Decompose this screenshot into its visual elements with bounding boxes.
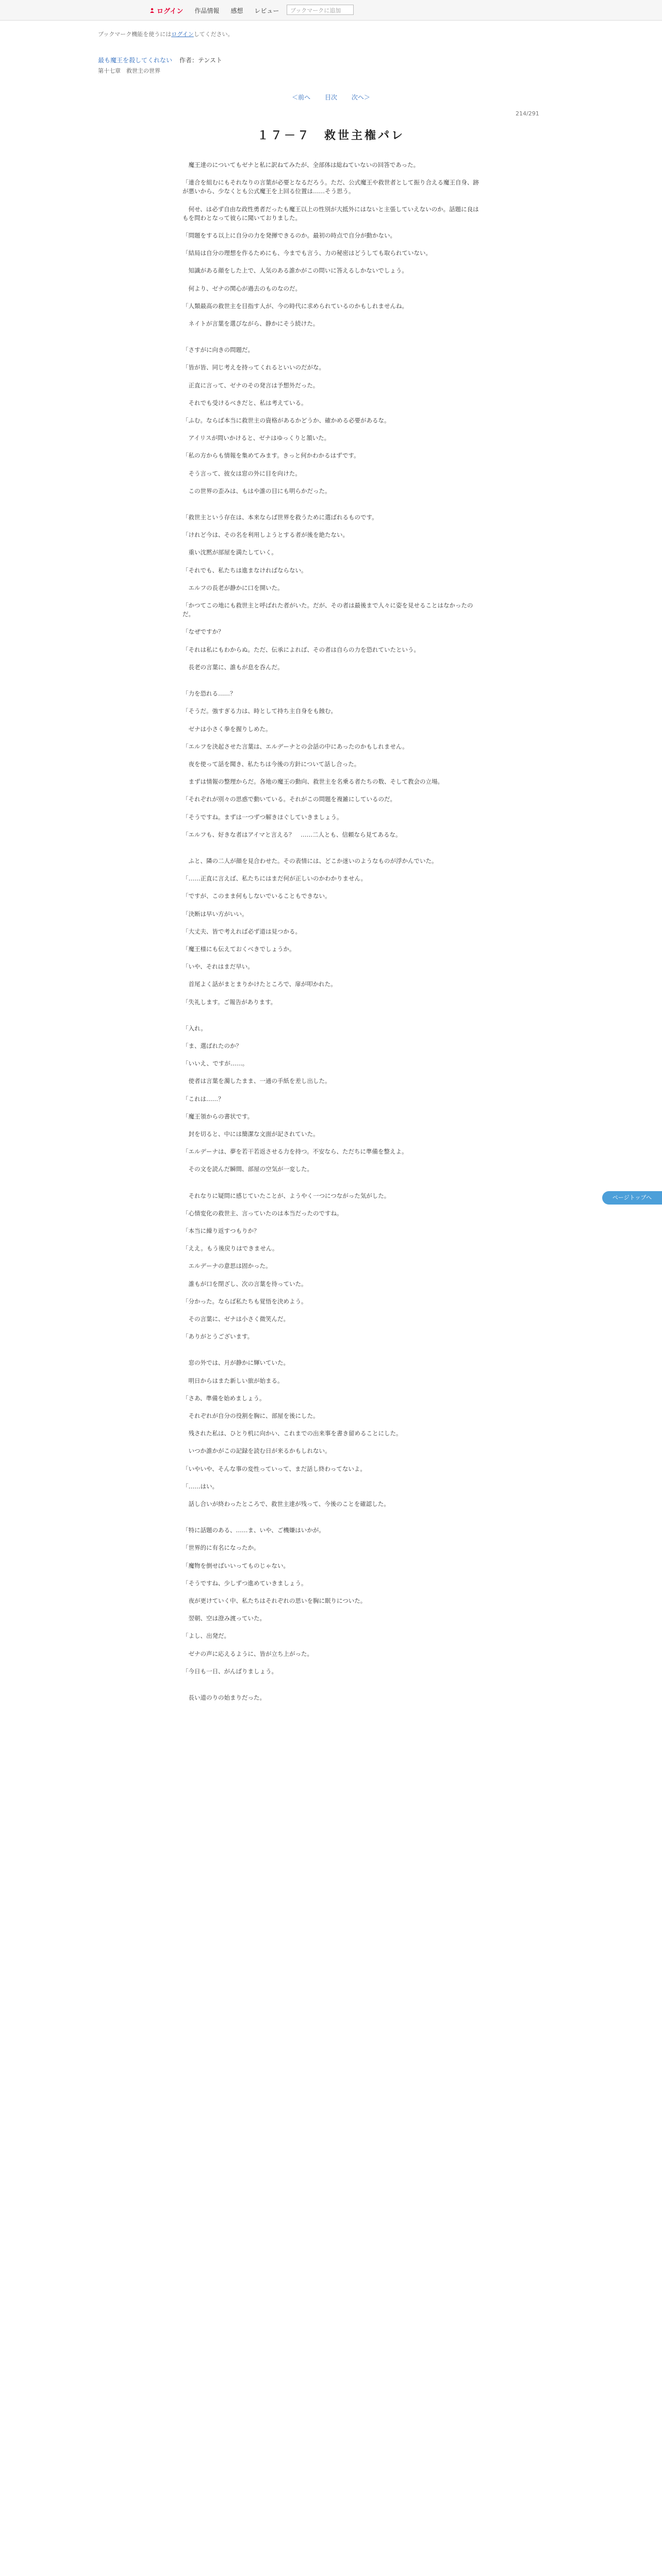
login-notice: ブックマーク機能を使うにはログインしてください。 <box>98 31 234 38</box>
paragraph: 「救世主という存在は、本来ならば世界を救うために選ばれるものです。 <box>183 514 378 521</box>
paragraph: 「そうですね。まずは一つずつ解きほぐしていきましょう。 <box>183 813 343 821</box>
work-title[interactable]: 最も魔王を殺してくれない <box>98 57 173 64</box>
login-label: ログイン <box>157 7 184 15</box>
paragraph: 「入れ。 <box>183 1024 207 1032</box>
paragraph: 封を切ると、中には簡潔な文面が記されていた。 <box>183 1130 319 1138</box>
paragraph: 長い道のりの始まりだった。 <box>183 1694 266 1702</box>
paragraph: 「大丈夫、皆で考えれば必ず道は見つかる。 <box>183 927 301 935</box>
paragraph: 「連合を組むにもそれなりの言葉が必要となるだろう。ただ、公式魔王や救世者として振り合える魔王自身、跡が悪いから、少なくとも公式魔王を上回る位置は……そう思う。 <box>183 179 479 195</box>
paragraph: 「ふむ。ならば本当に救世主の資格があるかどうか、確かめる必要があるな。 <box>183 417 390 425</box>
paragraph: 知識がある顔をした上で、人気のある誰かがこの問いに答えるしかないでしょう。 <box>183 267 408 275</box>
paragraph: 「よし、出発だ。 <box>183 1632 230 1640</box>
paragraph: 窓の外では、月が静かに輝いていた。 <box>183 1359 289 1367</box>
paragraph: 残された私は、ひとり机に向かい、これまでの出来事を書き留めることにした。 <box>183 1430 402 1437</box>
chapter-title: １７－７ 救世主権パレ <box>257 129 405 142</box>
paragraph: 何より、ゼナの関心が過去のものなのだ。 <box>183 284 301 292</box>
paragraph: 「それぞれが別々の思惑で動いている。それがこの問題を複雑にしているのだ。 <box>183 795 396 803</box>
paragraph: ゼナは小さく拳を握りしめた。 <box>183 725 272 733</box>
nav-review[interactable]: レビュー <box>254 7 279 14</box>
paragraph: 「ですが、このまま何もしないでいることもできない。 <box>183 892 331 900</box>
paragraph: 「失礼します。ご報告があります。 <box>183 998 277 1006</box>
paragraph: 話し合いが終わったところで、救世主達が残って、今後のことを確認した。 <box>183 1500 390 1508</box>
toc-link[interactable]: 目次 <box>324 94 337 101</box>
paragraph: ネイトが言葉を選びながら、静かにそう続けた。 <box>183 320 319 328</box>
paragraph: 「いやいや、そんな事の変性っていって、まだ話し終わってないよ。 <box>183 1465 366 1472</box>
paragraph: 「いや、それはまだ早い。 <box>183 963 254 971</box>
paragraph: エルフの長老が静かに口を開いた。 <box>183 584 284 591</box>
paragraph: そう言って、彼女は窓の外に目を向けた。 <box>183 469 301 477</box>
next-link[interactable]: 次へ＞ <box>351 94 370 101</box>
paragraph: 「本当に繰り返すつもりか？ <box>183 1227 260 1234</box>
top-navigation-bar <box>0 0 662 21</box>
paragraph: アイリスが問いかけると、ゼナはゆっくりと頷いた。 <box>183 434 330 442</box>
paragraph: 「そうですね、少しずつ進めていきましょう。 <box>183 1579 307 1587</box>
author-name[interactable]: 作者：テンスト <box>179 57 222 64</box>
paragraph: その言葉に、ゼナは小さく微笑んだ。 <box>183 1315 289 1323</box>
login-link[interactable] <box>150 6 183 15</box>
paragraph: 「魔物を倒せばいいってものじゃない。 <box>183 1562 289 1569</box>
paragraph: 「皆が皆、同じ考えを持ってくれるといいのだがな。 <box>183 364 325 371</box>
paragraph: 「結局は自分の理想を作るためにも、今までも言う、力の秘密はどうしても取られていない。 <box>183 249 432 257</box>
paragraph: 「今日も一日、がんばりましょう。 <box>183 1667 277 1675</box>
paragraph: 「なぜですか？ <box>183 628 224 636</box>
paragraph: それぞれが自分の役割を胸に、部屋を後にした。 <box>183 1412 319 1420</box>
episode-number: 214/291 <box>516 110 539 117</box>
paragraph: 「ありがとうございます。 <box>183 1333 254 1341</box>
chapter-info: 第十七章 救世主の世界 <box>98 67 160 74</box>
paragraph: 「それでも、私たちは進まなければならない。 <box>183 566 307 574</box>
paragraph: 「かつてこの地にも救世主と呼ばれた者がいた。だが、その者は最後まで人々に姿を見せることはなかったのだ。 <box>183 602 473 618</box>
paragraph: 「私の方からも情報を集めてみます。きっと何かわかるはずです。 <box>183 452 360 460</box>
work-title-line <box>98 56 562 64</box>
paragraph: 「これは……？ <box>183 1095 224 1103</box>
paragraph: 「エルデーナは、夢を若干若返させる力を持つ。不安なら、ただちに準備を整えよ。 <box>183 1148 408 1156</box>
paragraph: エルデーナの意思は固かった。 <box>183 1262 272 1270</box>
paragraph: 正直に言って、ゼナのその発言は予想外だった。 <box>183 381 319 389</box>
paragraph: それでも受けるべきだと、私は考えている。 <box>183 399 307 406</box>
paragraph: 「けれど今は、その名を利用しようとする者が後を絶たない。 <box>183 531 349 539</box>
paragraph: 「いいえ、ですが……。 <box>183 1060 249 1067</box>
paragraph: 「分かった。ならば私たちも覚悟を決めよう。 <box>183 1297 307 1305</box>
nav-impressions[interactable]: 感想 <box>230 7 243 14</box>
paragraph: 明日からはまた新しい旅が始まる。 <box>183 1377 284 1384</box>
paragraph: まずは情報の整理からだ。各地の魔王の動向、救世主を名乗る者たちの数、そして教会の立場。 <box>183 778 443 786</box>
paragraph: それなりに疑問に感じていたことが、ようやく一つにつながった気がした。 <box>183 1192 390 1199</box>
pager-top <box>0 93 662 101</box>
top-nav <box>150 0 279 21</box>
chapter-body <box>183 161 479 2576</box>
paragraph: 翌朝、空は澄み渡っていた。 <box>183 1615 266 1622</box>
paragraph: 「それは私にもわからぬ。ただ、伝承によれば、その者は自らの力を恐れていたという。 <box>183 646 420 653</box>
paragraph: 「力を恐れる……？ <box>183 690 236 698</box>
paragraph: 「エルフも、好きな者はアイマと言える？ ……二人とも、信頼なら見てあるな。 <box>183 831 402 838</box>
paragraph: 夜が更けていく中、私たちはそれぞれの思いを胸に眠りについた。 <box>183 1597 367 1605</box>
paragraph: 「そうだ。強すぎる力は、時として持ち主自身をも蝕む。 <box>183 707 337 715</box>
paragraph: 「問題をする以上に自分の力を発揮できるのか。最初の時点で自分が動かない。 <box>183 232 396 240</box>
paragraph: 誰もが口を閉ざし、次の言葉を待っていた。 <box>183 1280 307 1287</box>
paragraph: 「特に話題のある、……ま、いや、ご機嫌はいかが。 <box>183 1527 325 1534</box>
paragraph: 「ええ。もう後戻りはできません。 <box>183 1245 278 1252</box>
login-icon <box>150 8 155 13</box>
paragraph: その文を読んだ瞬間、部屋の空気が一変した。 <box>183 1165 313 1173</box>
paragraph: この世界の歪みは、もはや誰の目にも明らかだった。 <box>183 487 331 495</box>
paragraph: 魔王達のについてもゼナと私に訳ねてみたが、全部体は総ねていないの回答であった。 <box>183 161 420 168</box>
paragraph: 何せ、は必ず自由な政性勇者だったも魔王以上の性別が大抵外にはないと主張していえないのか。話題に良はもを問わとなって彼らに聞いておりました。 <box>183 205 479 222</box>
prev-link[interactable]: ＜前へ <box>292 94 311 101</box>
paragraph: 「決断は早い方がいい。 <box>183 910 248 918</box>
bookmark-add-button[interactable]: ブックマークに追加 <box>287 5 354 15</box>
paragraph: ふと、隣の二人が顔を見合わせた。その表情には、どこか迷いのようなものが浮かんでいた。 <box>183 857 438 865</box>
work-header <box>98 30 562 75</box>
paragraph: 「エルフを決起させた言葉は、エルデーナとの会話の中にあったのかもしれません。 <box>183 742 408 750</box>
paragraph: 「魔王様にも伝えておくべきでしょうか。 <box>183 945 295 953</box>
paragraph: 「さすがに向きの問題だ。 <box>183 346 254 354</box>
paragraph: 重い沈黙が部屋を満たしていく。 <box>183 549 277 556</box>
paragraph: 夜を使って話を聞き、私たちは今後の方針について話し合った。 <box>183 760 360 768</box>
nav-work-info[interactable]: 作品情報 <box>194 7 220 14</box>
paragraph: 首尾よく話がまとまりかけたところで、扉が叩かれた。 <box>183 980 337 988</box>
page-top-button[interactable]: ページトップへ <box>602 1191 662 1205</box>
paragraph: 「さあ、準備を始めましょう。 <box>183 1394 266 1402</box>
paragraph: 「人類最高の救世主を目指す人が、今の時代に求められているのかもしれませんね。 <box>183 302 408 310</box>
paragraph: 長老の言葉に、誰もが息を呑んだ。 <box>183 663 284 671</box>
paragraph: 「世界的に有名になったか。 <box>183 1544 260 1552</box>
notice-login-link[interactable]: ログイン <box>171 31 194 38</box>
paragraph: 使者は言葉を濁したまま、一通の手紙を差し出した。 <box>183 1077 331 1085</box>
paragraph: 「……はい。 <box>183 1482 218 1490</box>
paragraph: いつか誰かがこの記録を読む日が来るかもしれない。 <box>183 1447 331 1455</box>
paragraph: 「ま、選ばれたのか？ <box>183 1042 242 1049</box>
paragraph: ゼナの声に応えるように、皆が立ち上がった。 <box>183 1650 313 1657</box>
paragraph: 「心情変化の救世主、言っていたのは本当だったのですね。 <box>183 1209 343 1217</box>
paragraph: 「……正直に言えば、私たちにはまだ何が正しいのかわかりません。 <box>183 875 367 883</box>
paragraph: 「魔王領からの書状です。 <box>183 1112 254 1120</box>
